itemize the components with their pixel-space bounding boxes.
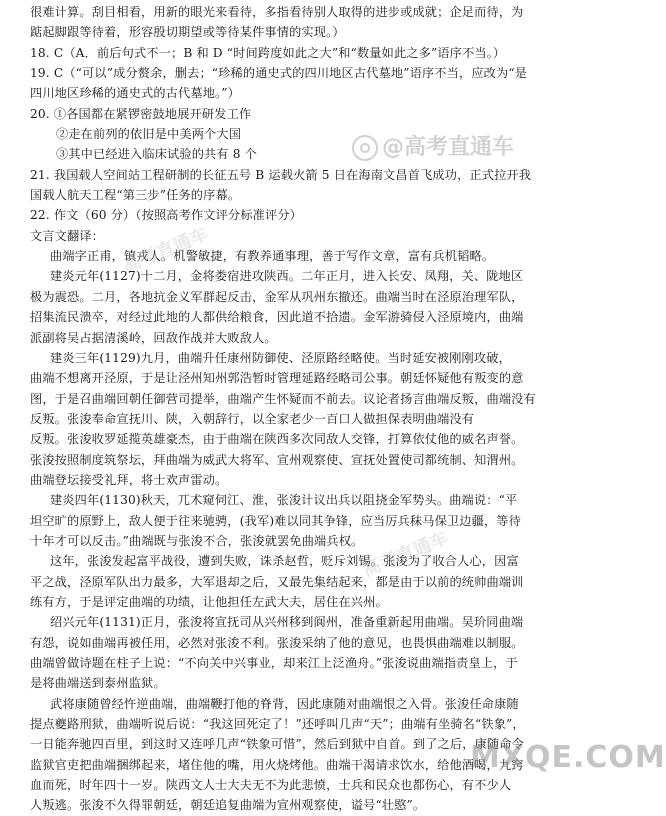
translation-line-22: 是将曲端送到泰州监狱。 <box>30 676 166 691</box>
watermark-diagonal-1: 高考直通车 <box>119 223 212 277</box>
translation-line-21: 曲端曾做诗题在柱子上说：“不向关中兴事业，却来江上泛渔舟。”张浚说曲端指责皇上，于 <box>30 656 518 670</box>
translation-line-3: 极为震恐。二月，各地抗金义军群起反击，金军从巩州东撤还。曲端当时在泾原治理军队， <box>30 289 524 304</box>
translation-line-14: 坦空旷的原野上，敌人便于往来驰骋，(我军)难以同其争锋，应当厉兵秣马保卫边疆，等待 <box>30 513 521 528</box>
translation-line-7: 曲端不想离开泾原，于是让泾州知州郭浩暂时管理延路经略司公事。朝廷怀疑他有叛变的意 <box>30 371 524 386</box>
translation-line-11: 张浚按照制度筑祭坛，拜曲端为威武大将军、宣州观察使、宣抚处置使司都统制、知渭州。 <box>30 452 524 467</box>
translation-line-24: 提点夔路刑狱，曲端听说后说：“我这回死定了！”还呼叫几声“天”；曲端有坐骑名“铁象”， <box>30 717 525 732</box>
translation-line-13: 建炎四年(1130)秋天，兀术窥伺江、淮，张浚计议出兵以阻挠金军势头。曲端说：“平 <box>50 493 518 508</box>
watermark-corner: MXQE.COM <box>470 740 666 775</box>
answer-21: 21. 我国载人空间站工程研制的长征五号 B 运载火箭 5 日在海南文昌首飞成功，正式拉开我 <box>30 167 532 182</box>
translation-line-15: 十年才可以反击。”曲端既与张浚不合，张浚就罢免曲端兵权。 <box>30 533 364 548</box>
answer-20-2: ②走在前列的依旧是中美两个大国 <box>56 127 242 142</box>
translation-line-8: 图，于是召曲端回朝任御营司提举，曲端产生怀疑而不前去。议论者扬言曲端反叛，曲端没有 <box>30 391 536 406</box>
translation-line-28: 人叛逃。张浚不久得罪朝廷，朝廷追复曲端为宣州观察使，谥号“壮愍”。 <box>30 798 426 813</box>
translation-line-4: 招集流民溃卒，对经过此地的人都供给粮食，因此道不拾遗。金军游骑侵入泾原境内，曲端 <box>30 310 524 325</box>
answer-22: 22. 作文（60 分）（按照高考作文评分标准评分） <box>30 208 303 223</box>
translation-line-6: 建炎三年(1129)九月，曲端升任康州防御使、泾原路经略使。当时延安被刚刚攻破， <box>50 350 511 365</box>
translation-line-20: 有怨，说如曲端再被任用，必然对张浚不利。张浚采纳了他的意见，也畏惧曲端难以制服。 <box>30 635 524 650</box>
text-line-2: 踮起脚跟等待着，形容殷切期望或等待某件事情的实现。） <box>30 25 345 40</box>
watermark-main-text: @高考直通车 <box>382 135 515 160</box>
translation-heading: 文言文翻译： <box>30 228 105 243</box>
translation-line-10: 反叛。张浚收罗延揽英雄豪杰，由于曲端在陕西多次同敌人交锋，打算依仗他的威名声誉。 <box>30 432 524 447</box>
translation-line-5: 派副将吴占据清溪岭，回敌作战并大败敌人。 <box>30 330 277 345</box>
translation-line-26: 监狱官吏把曲端捆绑起来，堵住他的嘴，用火烧烤他。曲端干渴请求饮水，给他酒喝，九窍 <box>30 757 524 772</box>
translation-line-1: 曲端字正甫，镇戎人。机警敏捷，有教养通事理，善于写作文章，富有兵机韬略。 <box>50 249 495 264</box>
text-line-1: 很难计算。刮目相看，用新的眼光来看待，多指看待别人取得的进步或成就；企足而待，为 <box>30 5 524 19</box>
translation-line-16: 这年，张浚发起富平战役，遭到失败，诛杀赵哲，贬斥刘锡。张浚为了收合人心，因富 <box>50 554 519 569</box>
answer-19-cont: 四川地区珍稀的通史式的古代墓地。”） <box>30 86 241 101</box>
translation-line-2: 建炎元年(1127)十二月，金将娄宿进攻陕西。二年正月，进入长安、凤翔，关、陇地区 <box>50 269 524 284</box>
translation-line-19: 绍兴元年(1131)正月，张浚将宣抚司从兴州移到阆州，准备重新起用曲端。吴玠同曲端 <box>50 615 524 630</box>
translation-line-9: 反叛。张浚奉命宣抚川、陕，入朝辞行，以全家老少一百口人做担保表明曲端没有 <box>30 411 475 426</box>
watermark-diagonal-2: 高考直通车 <box>359 527 452 581</box>
translation-line-25: 一日能奔驰四百里，到这时又连呼几声“铁象可惜”，然后到狱中自首。到了之后，康随命令 <box>30 737 524 752</box>
translation-line-18: 练有方，于是评定曲端的功绩，让他担任左武大夫，居住在兴州。 <box>30 594 388 609</box>
answer-20-3: ③其中已经进入临床试验的共有 8 个 <box>56 147 258 162</box>
answer-21-cont: 国载人航天工程“第三步”任务的序幕。 <box>30 188 241 203</box>
answer-20-1: 20. ①各国都在紧锣密鼓地展开研发工作 <box>30 106 252 121</box>
answer-19: 19. C（“可以”成分赘余，删去；“珍稀的通史式的四川地区古代墓地”语序不当，应改为“是 <box>30 66 528 81</box>
translation-line-23: 武将康随曾经忤逆曲端，曲端鞭打他的脊背，因此康随对曲端恨之入骨。张浚任命康随 <box>50 696 519 711</box>
translation-line-12: 曲端登坛接受礼拜，将士欢声雷动。 <box>30 472 228 487</box>
answer-18: 18. C（A．前后句式不一；B 和 D “时间跨度如此之大”和“数量如此之多”语序不当。） <box>30 45 506 60</box>
translation-line-27: 血而死，时年四十一岁。陕西文人士大夫无不为此悲愤，士兵和民众也都伤心，有不少人 <box>30 778 512 793</box>
translation-line-17: 平之战，泾原军队出力最多，大军退却之后，又最先集结起来，都是由于以前的统帅曲端训 <box>30 574 524 589</box>
